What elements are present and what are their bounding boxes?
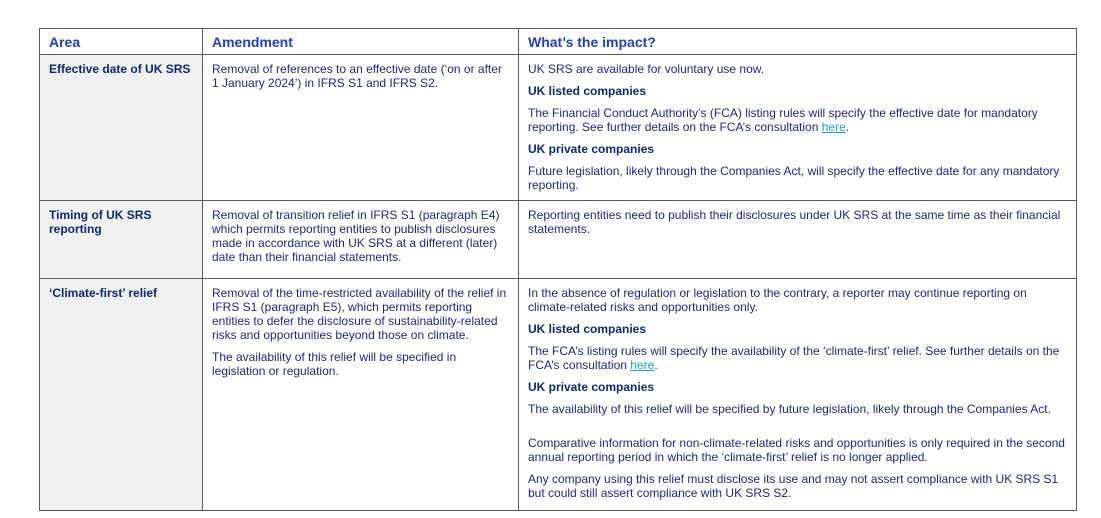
impact-text <box>528 344 1067 372</box>
header-row <box>40 29 1077 55</box>
impact-text-part: . <box>654 358 658 372</box>
impact-text-part: The Financial Conduct Authority’s (FCA) listing rules will specify the effective date for mandatory reporting. See further details on the FCA’s consultation <box>528 106 1038 134</box>
row-impact <box>519 55 1077 201</box>
row-amendment <box>203 201 519 279</box>
impact-text: Any company using this relief must disclose its use and may not assert compliance with UK SRS S1 but could still assert compliance with UK SRS S2. <box>528 472 1059 500</box>
row-amendment <box>203 279 519 511</box>
row-impact <box>519 279 1077 511</box>
impact-text: Comparative information for non-climate-related risks and opportunities is only required in the second annual reporting period in which the ‘climate-first’ relief is no longer applied. <box>528 436 1065 464</box>
amendment-text: Removal of references to an effective date (‘on or after 1 January 2024’) in IFRS S1 and IFRS S2. <box>212 62 502 90</box>
amendment-text: The availability of this relief will be specified in legislation or regulation. <box>212 350 457 378</box>
table-row <box>40 201 1077 279</box>
impact-text: UK SRS are available for voluntary use now. <box>528 62 765 76</box>
fca-consultation-link[interactable]: here <box>630 358 655 372</box>
row-area-effective-date: Effective date of UK SRS <box>40 55 203 201</box>
impact-text <box>528 106 1067 134</box>
amendment-text: Removal of transition relief in IFRS S1 (paragraph E4) which permits reporting entities to publish disclosures made in accordance with UK SRS at a different (later) date than their financial statements. <box>212 208 500 264</box>
impact-text-part: The FCA’s listing rules will specify the availability of the ‘climate-first’ relief. See further details on the FCA’s consultation <box>528 344 1060 372</box>
row-impact <box>519 201 1077 279</box>
impact-subheading-listed: UK listed companies <box>528 322 647 336</box>
header-amendment: Amendment <box>203 29 519 55</box>
impact-text: Reporting entities need to publish their disclosures under UK SRS at the same time as their financial statements. <box>528 208 1061 236</box>
impact-subheading-private: UK private companies <box>528 142 655 156</box>
header-area: Area <box>40 29 203 55</box>
impact-text: In the absence of regulation or legislation to the contrary, a reporter may continue reporting on climate-related risks and opportunities only. <box>528 286 1027 314</box>
impact-subheading-listed: UK listed companies <box>528 84 647 98</box>
row-area-climate-first: ‘Climate-first’ relief <box>40 279 203 511</box>
table-row <box>40 279 1077 511</box>
table-row <box>40 55 1077 201</box>
row-area-timing: Timing of UK SRS reporting <box>40 201 203 279</box>
amendment-text: Removal of the time-restricted availability of the relief in IFRS S1 (paragraph E5), which permits reporting entities to defer the disclosure of sustainability-related risks and opportunities beyond those on climate. <box>212 286 507 342</box>
impact-text: The availability of this relief will be specified by future legislation, likely through the Companies Act. <box>528 402 1051 416</box>
header-impact: What’s the impact? <box>519 29 1077 55</box>
impact-subheading-private: UK private companies <box>528 380 655 394</box>
uk-srs-amendments-table <box>39 28 1077 511</box>
row-amendment <box>203 55 519 201</box>
impact-text: Future legislation, likely through the Companies Act, will specify the effective date for any mandatory reporting. <box>528 164 1060 192</box>
impact-text-part: . <box>845 120 850 134</box>
fca-consultation-link[interactable]: here <box>821 120 846 134</box>
